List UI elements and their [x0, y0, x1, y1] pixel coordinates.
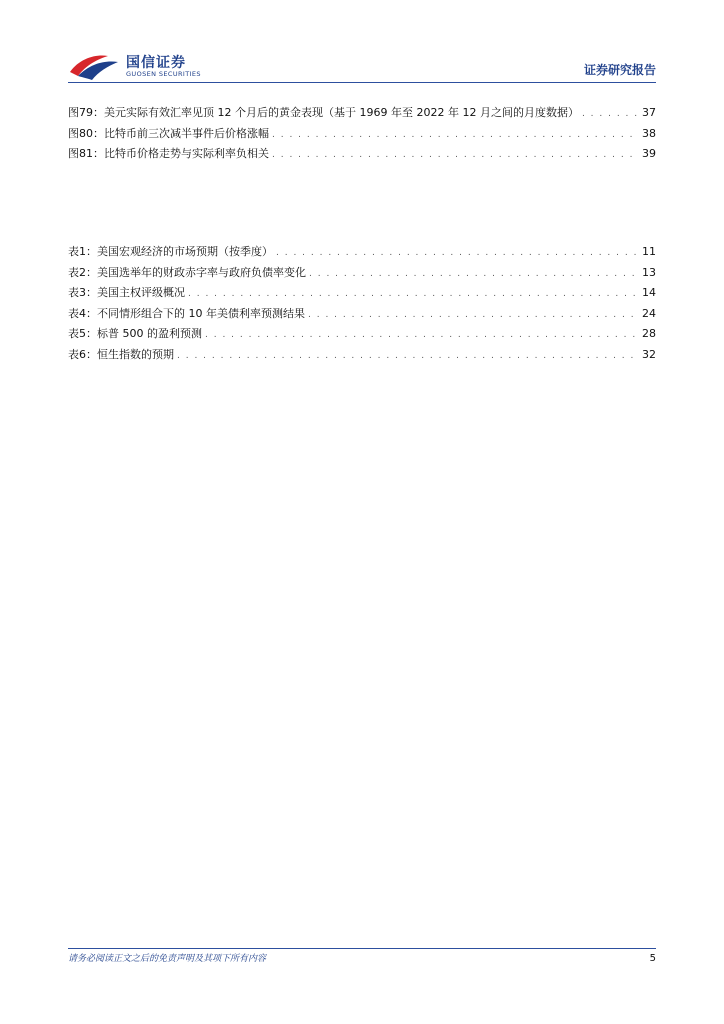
toc-page-number: 13	[642, 265, 656, 279]
toc-page-number: 39	[642, 147, 656, 160]
toc-label: 图79：	[68, 106, 104, 119]
toc-entry-figure-80[interactable]	[68, 125, 656, 146]
toc-page-number: 32	[642, 347, 656, 361]
toc-title: 比特币前三次减半事件后价格涨幅	[104, 126, 269, 140]
toc-leader	[582, 109, 639, 119]
toc-page-number: 38	[642, 126, 656, 140]
toc-entry-table-6[interactable]	[68, 346, 656, 367]
toc-leader	[177, 351, 639, 361]
header-divider	[68, 82, 656, 83]
toc-title: 恒生指数的预期	[97, 347, 174, 361]
toc-label: 表2：	[68, 265, 97, 279]
table-list	[68, 243, 656, 366]
toc-leader	[272, 150, 639, 160]
report-type-label: 证券研究报告	[583, 63, 656, 77]
toc-page-number: 28	[642, 327, 656, 340]
toc-label: 表3：	[68, 286, 97, 299]
toc-label: 表4：	[68, 306, 97, 320]
toc-leader	[309, 269, 639, 279]
toc-leader	[188, 289, 639, 299]
toc-title: 比特币价格走势与实际利率负相关	[104, 147, 269, 160]
toc-leader	[272, 130, 639, 140]
toc-title: 美元实际有效汇率见顶 12 个月后的黄金表现（基于 1969 年至 2022 年 12 月之间的月度数据）	[104, 106, 579, 119]
toc-entry-table-3[interactable]	[68, 284, 656, 305]
logo-english-name: GUOSEN SECURITIES	[126, 70, 201, 78]
disclaimer-note: 请务必阅读正文之后的免责声明及其项下所有内容	[68, 954, 267, 964]
toc-entry-table-1[interactable]	[68, 243, 656, 264]
toc-label: 表6：	[68, 347, 97, 361]
toc-entry-table-2[interactable]	[68, 264, 656, 285]
toc-title: 不同情形组合下的 10 年美债利率预测结果	[97, 306, 305, 320]
toc-title: 标普 500 的盈利预测	[97, 327, 202, 340]
guosen-logo-icon	[68, 50, 122, 82]
logo-chinese-name: 国信证券	[126, 55, 186, 71]
toc-title: 美国主权评级概况	[97, 286, 185, 299]
toc-page-number: 37	[642, 106, 656, 119]
toc-entry-figure-81[interactable]	[68, 145, 656, 166]
toc-title: 美国选举年的财政赤字率与政府负债率变化	[97, 265, 306, 279]
page-number: 5	[649, 953, 656, 964]
toc-leader	[205, 330, 639, 340]
company-logo	[68, 50, 228, 84]
toc-label: 图80：	[68, 126, 104, 140]
toc-label: 图81：	[68, 147, 104, 160]
toc-entry-table-4[interactable]	[68, 305, 656, 326]
toc-label: 表5：	[68, 327, 97, 340]
toc-leader	[276, 248, 639, 258]
toc-title: 美国宏观经济的市场预期（按季度）	[97, 245, 273, 258]
toc-page-number: 14	[642, 286, 656, 299]
toc-page-number: 24	[642, 306, 656, 320]
toc-entry-figure-79[interactable]	[68, 104, 656, 125]
toc-page-number: 11	[642, 245, 656, 258]
toc-entry-table-5[interactable]	[68, 325, 656, 346]
footer-divider	[68, 948, 656, 949]
figure-list	[68, 104, 656, 166]
toc-leader	[308, 310, 639, 320]
toc-label: 表1：	[68, 245, 97, 258]
